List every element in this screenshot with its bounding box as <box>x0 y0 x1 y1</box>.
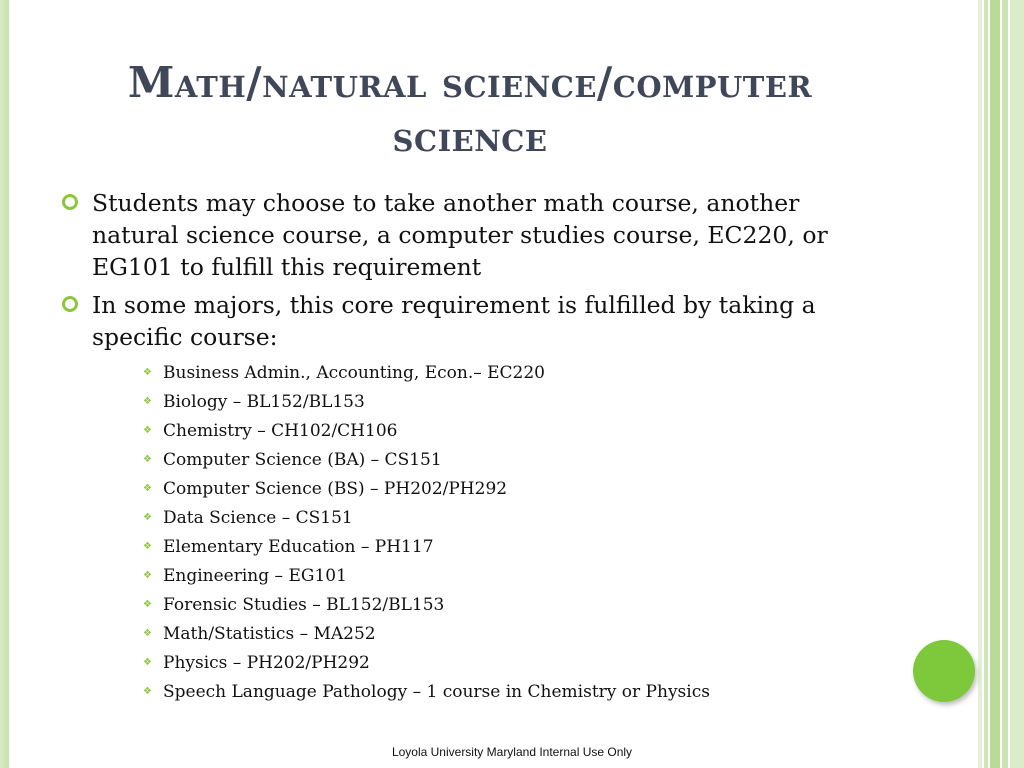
right-stripe <box>990 0 1000 768</box>
slide-body <box>60 187 880 707</box>
major-course-list <box>60 359 880 707</box>
list-item <box>60 504 880 533</box>
diamond-bullet-icon: ❖ <box>143 512 152 523</box>
list-item <box>60 359 880 388</box>
list-item <box>60 591 880 620</box>
list-item <box>60 446 880 475</box>
diamond-bullet-icon: ❖ <box>143 628 152 639</box>
slide-title <box>80 56 860 164</box>
list-item-text: Biology – BL152/BL153 <box>163 392 365 412</box>
diamond-bullet-icon: ❖ <box>143 570 152 581</box>
list-item-text: Speech Language Pathology – 1 course in Chemistry or Physics <box>163 682 710 702</box>
bullet-item <box>60 289 880 353</box>
list-item-text: Chemistry – CH102/CH106 <box>163 421 398 441</box>
list-item-text: Computer Science (BS) – PH202/PH292 <box>163 479 508 499</box>
list-item <box>60 649 880 678</box>
list-item <box>60 475 880 504</box>
ring-bullet-icon <box>62 194 78 210</box>
left-decor-bar <box>0 0 9 768</box>
list-item-text: Math/Statistics – MA252 <box>163 624 376 644</box>
list-item <box>60 533 880 562</box>
right-decor-bars <box>978 0 1024 768</box>
list-item-text: Forensic Studies – BL152/BL153 <box>163 595 445 615</box>
bullet-text: Students may choose to take another math course, another natural science course, a computer studies course, EC220, or EG101 to fulfill this requirement <box>92 189 828 281</box>
list-item-text: Physics – PH202/PH292 <box>163 653 370 673</box>
right-stripe <box>1002 0 1008 768</box>
bullet-item <box>60 187 880 283</box>
diamond-bullet-icon: ❖ <box>143 396 152 407</box>
diamond-bullet-icon: ❖ <box>143 599 152 610</box>
green-circle-decoration <box>913 640 975 702</box>
list-item-text: Computer Science (BA) – CS151 <box>163 450 442 470</box>
right-stripe <box>978 0 982 768</box>
list-item <box>60 562 880 591</box>
right-stripe <box>984 0 988 768</box>
list-item <box>60 620 880 649</box>
diamond-bullet-icon: ❖ <box>143 541 152 552</box>
list-item-text: Elementary Education – PH117 <box>163 537 434 557</box>
slide-footer: Loyola University Maryland Internal Use Only <box>391 745 633 759</box>
slide-title-line1: Math/natural science/computer <box>127 58 813 107</box>
ring-bullet-icon <box>62 296 78 312</box>
diamond-bullet-icon: ❖ <box>143 425 152 436</box>
list-item <box>60 417 880 446</box>
list-item <box>60 388 880 417</box>
bullet-text: In some majors, this core requirement is fulfilled by taking a specific course: <box>92 291 816 351</box>
diamond-bullet-icon: ❖ <box>143 454 152 465</box>
diamond-bullet-icon: ❖ <box>143 657 152 668</box>
slide-title-line2: science <box>392 112 548 161</box>
list-item-text: Engineering – EG101 <box>163 566 347 586</box>
diamond-bullet-icon: ❖ <box>143 686 152 697</box>
diamond-bullet-icon: ❖ <box>143 367 152 378</box>
list-item-text: Business Admin., Accounting, Econ.– EC220 <box>163 363 545 383</box>
list-item <box>60 678 880 707</box>
diamond-bullet-icon: ❖ <box>143 483 152 494</box>
right-stripe <box>1010 0 1024 768</box>
list-item-text: Data Science – CS151 <box>163 508 353 528</box>
